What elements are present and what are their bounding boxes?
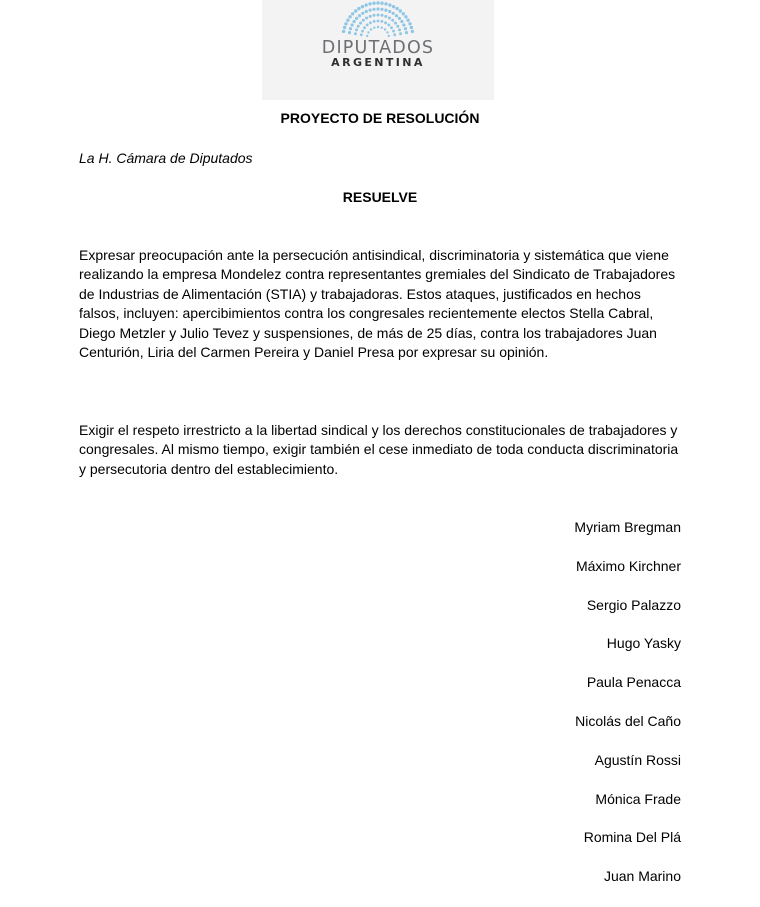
seat-dot: [363, 26, 366, 29]
seat-dot: [377, 14, 380, 17]
signer-name: Juan Marino: [603, 868, 681, 885]
seat-dot: [405, 31, 408, 34]
seat-dot: [355, 28, 358, 31]
seat-dot: [369, 15, 372, 18]
seat-dot: [384, 2, 387, 5]
seat-dot: [393, 33, 396, 36]
seat-dot: [368, 2, 371, 5]
seat-dot: [357, 25, 360, 28]
seat-dot: [402, 23, 405, 26]
seat-dot: [376, 1, 379, 4]
seat-dot: [369, 9, 372, 12]
seat-dot: [394, 22, 397, 25]
seat-dot: [357, 7, 360, 10]
seat-dot: [388, 35, 390, 37]
seat-dot: [377, 26, 379, 28]
seat-dot: [373, 27, 375, 29]
seat-dot: [404, 15, 407, 18]
seat-dot: [342, 30, 345, 33]
seat-dot: [354, 9, 357, 12]
seat-dot: [390, 26, 393, 29]
seat-dot: [358, 14, 361, 17]
seat-dot: [384, 15, 387, 18]
seat-dot: [384, 21, 387, 24]
document-title: PROYECTO DE RESOLUCIÓN: [280, 110, 480, 126]
seat-dot: [381, 27, 383, 29]
seat-dot: [388, 3, 391, 6]
signer-name: Máximo Kirchner: [575, 557, 681, 574]
seat-dot: [369, 21, 372, 24]
resolution-verb: RESUELVE: [342, 189, 418, 205]
seat-dot: [365, 10, 368, 13]
seat-dot: [372, 2, 375, 5]
seat-dot: [376, 7, 379, 10]
signer-name: Agustín Rossi: [594, 751, 681, 768]
seat-dot: [396, 25, 399, 28]
seat-dot: [366, 24, 369, 27]
signer-name: Nicolás del Caño: [575, 712, 681, 729]
seat-dot: [386, 31, 388, 33]
seat-dot: [392, 12, 395, 15]
seat-dot: [373, 14, 376, 17]
seat-dot: [359, 22, 362, 25]
seat-dot: [399, 32, 402, 35]
resolution-paragraph-2: Exigir el respeto irrestricto a la libertad sindical y los derechos constitucionales de trabajadores y congresales. Al mismo tiempo, exigir también el cese inmediato de toda conducta discriminatoria y persecutoria dentro del establecimiento.: [79, 422, 679, 477]
seat-dot: [387, 24, 390, 27]
seat-dot: [392, 30, 395, 33]
signer-name: Romina Del Plá: [583, 829, 681, 846]
seat-dot: [406, 19, 409, 22]
seat-dot: [384, 28, 386, 30]
seat-dot: [364, 3, 367, 6]
signer-name: Myriam Bregman: [574, 519, 681, 535]
seat-dot: [399, 9, 402, 12]
seat-dot: [360, 33, 363, 36]
seat-dot: [355, 17, 358, 20]
seat-dot: [381, 14, 384, 17]
seat-dot: [402, 12, 405, 15]
signer-name: Mónica Frade: [595, 790, 681, 807]
signer-name: Hugo Yasky: [606, 635, 681, 652]
seat-dot: [362, 19, 365, 22]
seat-dot: [353, 20, 356, 23]
seat-dot: [398, 17, 401, 20]
seat-dot: [344, 22, 347, 25]
logo-title: DIPUTADOS: [321, 38, 435, 58]
seat-dot: [400, 20, 403, 23]
seat-dot: [361, 12, 364, 15]
seat-dot: [395, 14, 398, 17]
seat-dot: [361, 30, 364, 33]
seat-dot: [410, 26, 413, 29]
seat-dot: [346, 19, 349, 22]
seat-dot: [380, 8, 383, 11]
chamber-seats-icon: [262, 0, 494, 40]
seat-dot: [370, 28, 372, 30]
seat-dot: [398, 28, 401, 31]
seat-dot: [349, 27, 352, 30]
seat-dot: [348, 15, 351, 18]
seat-dot: [372, 8, 375, 11]
seat-dot: [395, 7, 398, 10]
seat-dot: [388, 17, 391, 20]
seat-dot: [408, 22, 411, 25]
seat-dot: [351, 23, 354, 26]
document-addressee: La H. Cámara de Diputados: [79, 150, 253, 166]
seat-dot: [380, 2, 383, 5]
seat-dot: [411, 30, 414, 33]
seat-dot: [366, 35, 368, 37]
signers-list: [574, 519, 681, 907]
logo-subtitle: ARGENTINA: [331, 56, 425, 69]
diputados-logo: [262, 0, 494, 100]
signer-name: Sergio Palazzo: [586, 596, 681, 613]
signer-name: Paula Penacca: [586, 674, 681, 691]
seat-dot: [365, 17, 368, 20]
seat-dot: [391, 19, 394, 22]
seat-dot: [404, 27, 407, 30]
resolution-paragraph-1: Expresar preocupación ante la persecución antisindical, discriminatoria y sistemática que viene realizando la empresa Mondelez contra representantes gremiales del Sindicato de Trabajadores de Industrias de Alimentación (STIA) y trabajadoras. Estos ataques, justificados en hechos falsos, incluyen: apercibimientos contra los congresales recientemente electos Stella Cabral, Diego Metzler y Julio Tevez y suspensiones, de más de 25 días, contra los trabajadores Juan Centurión, Liria del Carmen Pereira y Daniel Presa por expresar su opinión.: [79, 247, 676, 361]
seat-dot: [373, 20, 376, 23]
seat-dot: [384, 9, 387, 12]
seat-dot: [377, 20, 380, 23]
seat-dot: [388, 10, 391, 13]
seat-dot: [343, 26, 346, 29]
seat-dot: [381, 20, 384, 23]
seat-dot: [348, 31, 351, 34]
seat-dot: [367, 31, 369, 33]
seat-dot: [351, 12, 354, 15]
seat-dot: [392, 5, 395, 8]
seat-dot: [354, 32, 357, 35]
seat-dot: [361, 5, 364, 8]
